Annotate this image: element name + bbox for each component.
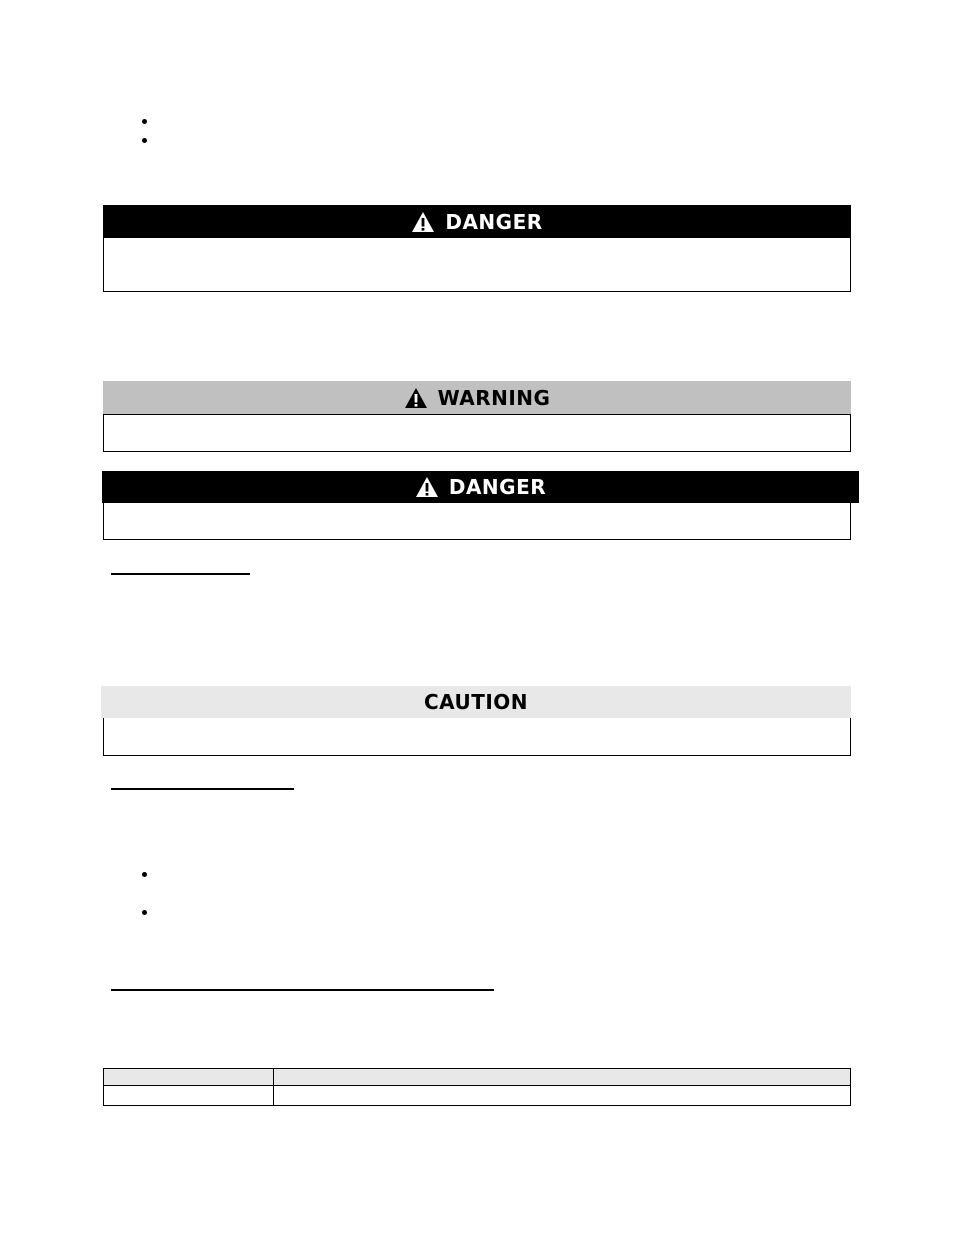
warning-header <box>103 381 851 415</box>
list-bullet <box>142 910 147 915</box>
section-heading-underline <box>111 788 294 790</box>
table-header-cell <box>274 1069 851 1086</box>
danger-label: DANGER <box>445 209 543 234</box>
table-cell <box>104 1086 274 1106</box>
list-bullet <box>142 138 147 143</box>
danger-header <box>102 471 859 503</box>
section-heading-underline <box>111 989 494 991</box>
caution-header <box>101 686 851 718</box>
danger-notice <box>103 205 851 292</box>
table-row <box>104 1086 851 1106</box>
warning-triangle-icon <box>404 387 428 409</box>
list-bullet <box>142 119 147 124</box>
warning-triangle-icon <box>415 476 439 498</box>
table-header-cell <box>104 1069 274 1086</box>
danger-label: DANGER <box>448 475 547 499</box>
table-cell <box>274 1086 851 1106</box>
list-bullet <box>142 872 147 877</box>
warning-triangle-icon <box>411 211 435 233</box>
danger-notice <box>103 471 851 540</box>
section-heading-underline <box>111 573 250 575</box>
table-header-row <box>104 1069 851 1086</box>
danger-header <box>103 205 851 238</box>
caution-notice <box>103 686 851 756</box>
warning-label: WARNING <box>437 385 551 410</box>
spec-table <box>103 1068 851 1106</box>
caution-label: CAUTION <box>423 690 529 714</box>
warning-notice <box>103 381 851 452</box>
